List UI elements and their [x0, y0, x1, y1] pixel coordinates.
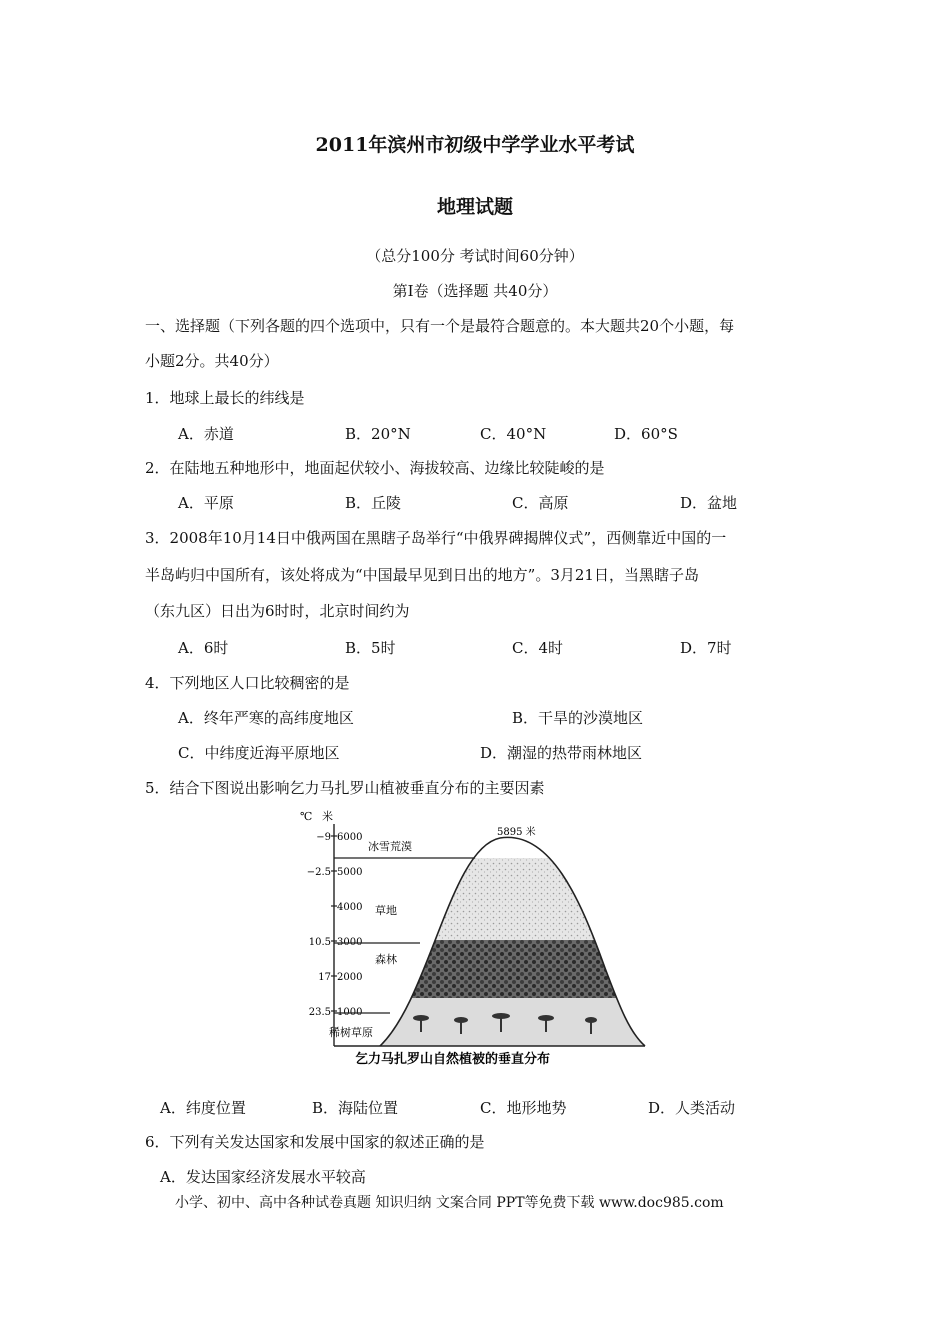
instructions-line-1: 一、选择题（下列各题的四个选项中，只有一个是最符合题意的。本大题共20个小题，每 — [145, 317, 735, 335]
exam-title: 2011年滨州市初级中学学业水平考试 — [315, 134, 635, 156]
peak-label: 5895 米 — [497, 827, 536, 838]
zone-label-grassland: 草地 — [375, 904, 397, 917]
q2-option-a: A．平原 — [178, 494, 234, 512]
q2-stem: 2．在陆地五种地形中，地面起伏较小、海拔较高、边缘比较陡峻的是 — [145, 459, 605, 477]
q4-option-a: A．终年严寒的高纬度地区 — [178, 709, 354, 727]
q2-option-b: B．丘陵 — [345, 494, 402, 512]
q4-option-d: D．潮湿的热带雨林地区 — [480, 744, 643, 762]
q3-line-1: 3．2008年10月14日中俄两国在黑瞎子岛举行“中俄界碑揭牌仪式”，西侧靠近中国的一 — [145, 529, 727, 547]
exam-meta: （总分100分 考试时间60分钟） — [366, 247, 584, 265]
height-unit-label: 米 — [322, 810, 333, 823]
temp-unit-label: ℃ — [300, 810, 313, 823]
zone-label-savanna: 稀树草原 — [329, 1026, 373, 1039]
temperature-tick-label: −2.5 — [306, 867, 331, 878]
temperature-tick-label: −9 — [316, 832, 331, 843]
figure-caption: 乞力马扎罗山自然植被的垂直分布 — [355, 1052, 551, 1067]
height-tick-label: 5000 — [337, 867, 363, 878]
q3-option-d: D．7时 — [680, 639, 732, 657]
zone-label-forest: 森林 — [375, 953, 397, 966]
instructions-line-2: 小题2分。共40分） — [145, 352, 279, 370]
q5-option-b: B．海陆位置 — [312, 1099, 399, 1117]
q6-stem: 6．下列有关发达国家和发展中国家的叙述正确的是 — [145, 1133, 485, 1151]
q3-option-c: C．4时 — [512, 639, 564, 657]
height-tick-label: 6000 — [337, 832, 363, 843]
q4-option-c: C．中纬度近海平原地区 — [178, 744, 340, 762]
height-tick-label: 2000 — [337, 972, 363, 983]
height-tick-label: 3000 — [337, 937, 363, 948]
exam-subtitle: 地理试题 — [436, 196, 513, 218]
page-footer: 小学、初中、高中各种试卷真题 知识归纳 文案合同 PPT等免费下载 www.doc985.com — [175, 1195, 724, 1211]
q3-line-3: （东九区）日出为6时时，北京时间约为 — [145, 602, 410, 620]
q5-stem: 5．结合下图说出影响乞力马扎罗山植被垂直分布的主要因素 — [145, 779, 545, 797]
q4-stem: 4．下列地区人口比较稠密的是 — [145, 674, 350, 692]
q3-option-b: B．5时 — [345, 639, 396, 657]
q1-option-a: A．赤道 — [178, 425, 234, 443]
temperature-tick-label: 23.5 — [308, 1007, 331, 1018]
q2-option-c: C．高原 — [512, 494, 569, 512]
temperature-tick-label: 10.5 — [308, 937, 331, 948]
vegetation-zone-figure — [300, 808, 650, 1073]
q1-option-d: D．60°S — [614, 425, 678, 443]
q5-option-c: C．地形地势 — [480, 1099, 567, 1117]
height-tick-label: 4000 — [337, 902, 363, 913]
q6-option-a: A．发达国家经济发展水平较高 — [160, 1168, 366, 1186]
q2-option-d: D．盆地 — [680, 494, 738, 512]
q5-option-d: D．人类活动 — [648, 1099, 736, 1117]
q5-option-a: A．纬度位置 — [160, 1099, 246, 1117]
q3-line-2: 半岛屿归中国所有，该处将成为“中国最早见到日出的地方”。3月21日，当黑瞎子岛 — [145, 566, 699, 584]
q3-option-a: A．6时 — [178, 639, 229, 657]
q1-option-c: C．40°N — [480, 425, 547, 443]
temperature-tick-label: 17 — [318, 972, 331, 983]
zone-label-ice: 冰雪荒漠 — [368, 840, 412, 853]
section-heading: 第Ⅰ卷（选择题 共40分） — [392, 282, 558, 300]
height-tick-label: 1000 — [337, 1007, 363, 1018]
q1-option-b: B．20°N — [345, 425, 411, 443]
q4-option-b: B．干旱的沙漠地区 — [512, 709, 644, 727]
q1-stem: 1．地球上最长的纬线是 — [145, 389, 305, 407]
